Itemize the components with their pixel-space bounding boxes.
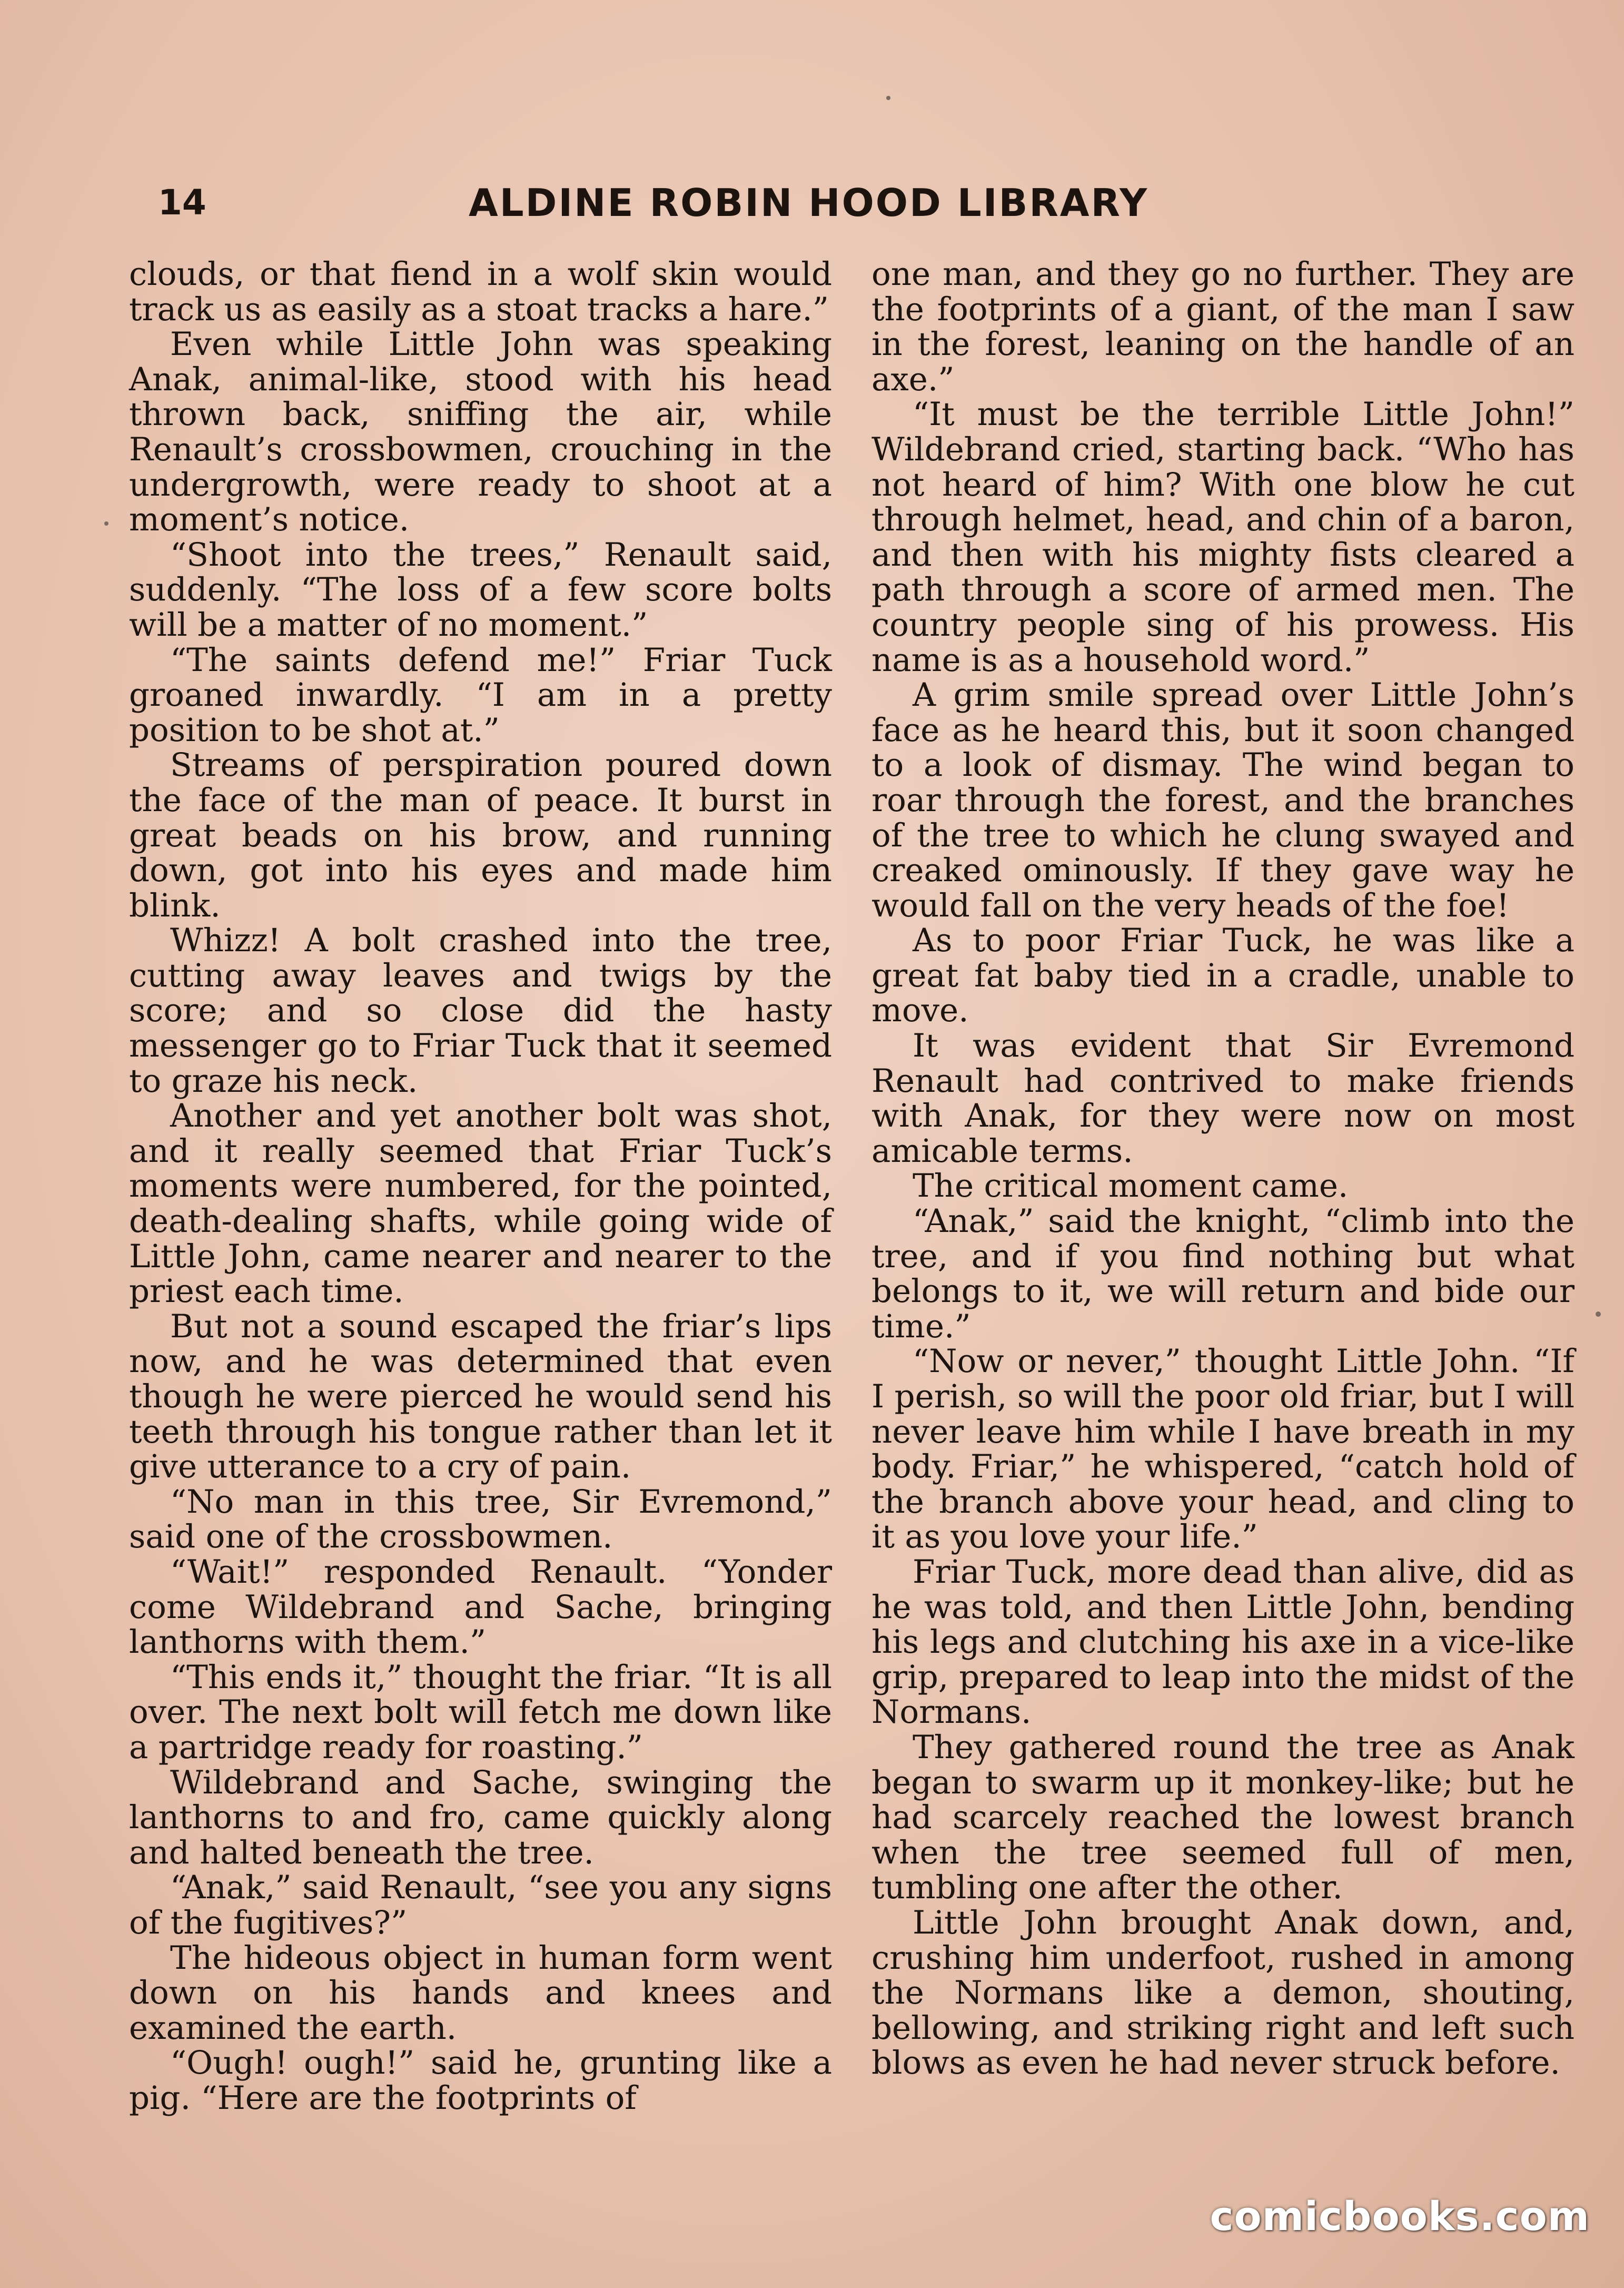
paper-speck — [1596, 1311, 1601, 1317]
paragraph: “Anak,” said the knight, “climb into the tree, and if you find nothing but what belongs to it, we will return and bide our time.” — [872, 1202, 1575, 1345]
running-title: ALDINE ROBIN HOOD LIBRARY — [469, 181, 1149, 225]
paragraph: Friar Tuck, more dead than alive, did as he was told, and then Little John, bending his legs and clutching his axe in a vice-like grip, prepared to leap into the midst of the Normans. — [872, 1553, 1575, 1731]
paragraph: “Shoot into the trees,” Renault said, suddenly. “The loss of a few score bolts will be a matter of no moment.” — [129, 536, 832, 644]
paper-speck — [104, 521, 108, 526]
paragraph: “Ough! ough!” said he, grunting like a pig. “Here are the footprints of — [129, 2044, 832, 2117]
paragraph: “Anak,” said Renault, “see you any signs of the fugitives?” — [129, 1869, 832, 1941]
watermark: comicbooks.com — [1210, 2193, 1590, 2240]
paragraph: “This ends it,” thought the friar. “It is all over. The next bolt will fetch me down like a partridge ready for roasting.” — [129, 1658, 832, 1766]
paragraph: Whizz! A bolt crashed into the tree, cutting away leaves and twigs by the score; and so close did the hasty messenger go to Friar Tuck that it seemed to graze his neck. — [129, 922, 832, 1100]
paragraph: But not a sound escaped the friar’s lips now, and he was determined that even though he were pierced he would send his teeth through his tongue rather than let it give utterance to a cry of pain. — [129, 1307, 832, 1486]
paragraph: Even while Little John was speaking Anak, animal-like, stood with his head thrown back, sniffing the air, while Renault’s crossbowmen, crouching in the undergrowth, were ready to shoot at a moment’s notice. — [129, 326, 832, 539]
paper-speck — [886, 96, 890, 100]
left-text-column — [129, 257, 832, 2116]
paragraph: As to poor Friar Tuck, he was like a great fat baby tied in a cradle, unable to move. — [872, 922, 1575, 1030]
page-header — [158, 174, 1253, 232]
paragraph: Streams of perspiration poured down the face of the man of peace. It burst in great beads on his brow, and running down, got into his eyes and made him blink. — [129, 746, 832, 924]
paragraph: “It must be the terrible Little John!” Wildebrand cried, starting back. “Who has not heard of him? With one blow he cut through helmet, head, and chin of a baron, and then with his mighty fists cleared a path through a score of armed men. The country people sing of his prowess. His name is as a household word.” — [872, 396, 1575, 679]
paragraph: one man, and they go no further. They are the footprints of a giant, of the man I saw in the forest, leaning on the handle of an axe.” — [872, 255, 1575, 398]
paragraph: The hideous object in human form went down on his hands and knees and examined the earth. — [129, 1939, 832, 2047]
paragraph: “Now or never,” thought Little John. “If I perish, so will the poor old friar, but I will never leave him while I have breath in my body. Friar,” he whispered, “catch hold of the branch above your head, and cling to it as you love your life.” — [872, 1343, 1575, 1556]
paragraph: “No man in this tree, Sir Evremond,” said one of the crossbowmen. — [129, 1483, 832, 1556]
paragraph: “The saints defend me!” Friar Tuck groaned inwardly. “I am in a pretty position to be shot at.” — [129, 641, 832, 749]
paragraph: The critical moment came. — [913, 1167, 1349, 1205]
right-text-column — [872, 257, 1575, 2081]
paragraph: A grim smile spread over Little John’s face as he heard this, but it soon changed to a look of dismay. The wind began to roar through the forest, and the branches of the tree to which he clung swayed and creaked ominously. If they gave way he would fall on the very heads of the foe! — [872, 676, 1575, 924]
paragraph: Little John brought Anak down, and, crushing him underfoot, rushed in among the Normans like a demon, shouting, bellowing, and striking right and left such blows as even he had never struck before. — [872, 1904, 1575, 2082]
paragraph: Another and yet another bolt was shot, and it really seemed that Friar Tuck’s moments were numbered, for the pointed, death-dealing shafts, while going wide of Little John, came nearer and nearer to the priest each time. — [129, 1097, 832, 1310]
paragraph: Wildebrand and Sache, swinging the lanthorns to and fro, came quickly along and halted beneath the tree. — [129, 1763, 832, 1871]
page-number: 14 — [158, 182, 206, 223]
paragraph: clouds, or that fiend in a wolf skin would track us as easily as a stoat tracks a hare.” — [129, 255, 832, 328]
paragraph: “Wait!” responded Renault. “Yonder come Wildebrand and Sache, bringing lanthorns with them.” — [129, 1553, 832, 1661]
paragraph: It was evident that Sir Evremond Renault had contrived to make friends with Anak, for they were now on most amicable terms. — [872, 1027, 1575, 1170]
paragraph: They gathered round the tree as Anak began to swarm up it monkey-like; but he had scarcely reached the lowest branch when the tree seemed full of men, tumbling one after the other. — [872, 1728, 1575, 1907]
